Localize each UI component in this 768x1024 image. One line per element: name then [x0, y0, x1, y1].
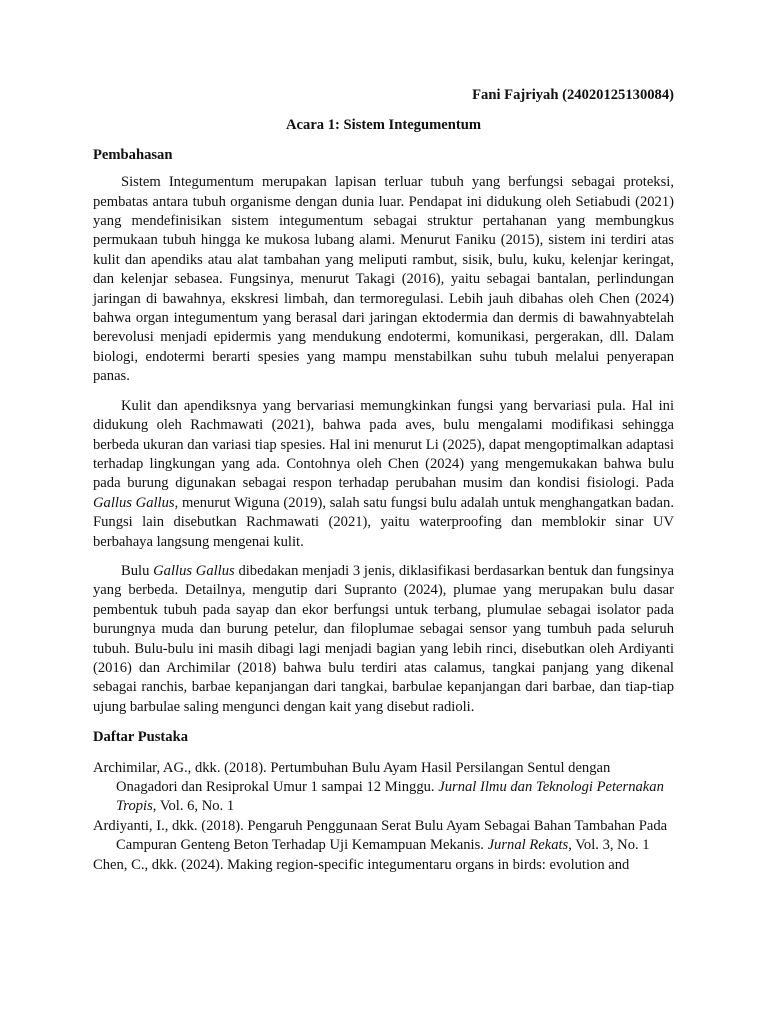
species-name: Gallus Gallus [93, 494, 175, 511]
paragraph-text: Bulu [121, 562, 154, 579]
reference-text: Ardiyanti, I., dkk. (2018). Pengaruh Penggunaan Serat Bulu Ayam Sebagai Bahan Tambahan Pada Campuran Genteng Beton Terhadap Uji Kemampuan Mekanis. [93, 817, 668, 854]
reference-text: Chen, C., dkk. (2024). Making region-specific integumentaru organs in birds: evolution and [93, 856, 630, 873]
reference-list [93, 759, 674, 875]
reference-details: , Vol. 6, No. 1 [152, 798, 235, 815]
reference-text: Archimilar, AG., dkk. (2018). Pertumbuhan Bulu Ayam Hasil Persilangan Sentul dengan Onagadori dan Resiprokal Umur 1 sampai 12 Minggu. [93, 759, 611, 795]
paragraph-text: , menurut Wiguna (2019), salah satu fungsi bulu adalah untuk menghangatkan badan. Fungsi lain disebutkan Rachmawati (2021), yaitu waterproofing dan memblokir sinar UV berbahaya langsung mengenai kulit. [93, 494, 674, 550]
document-page [93, 86, 674, 875]
paragraph-text: Kulit dan apendiksnya yang bervariasi memungkinkan fungsi yang bervariasi pula. Hal ini didukung oleh Rachmawati (2021), bahwa pada aves, bulu mengalami modifikasi sehingga berbeda ukuran dan variasi tiap spesies. Hal ini menurut Li (2025), dapat mengoptimalkan adaptasi terhadap lingkungan yang ada. Contohnya oleh Chen (2024) yang mengemukakan bahwa bulu pada burung digunakan sebagai respon terhadap perubahan musim dan kondisi fisiologi. Pada [93, 397, 674, 492]
document-title: Acara 1: Sistem Integumentum [286, 117, 481, 134]
journal-name: Jurnal Ilmu dan Teknologi Peternakan Tropis [116, 779, 664, 815]
journal-name: Jurnal Rekats [487, 837, 569, 854]
reference-details: , Vol. 3, No. 1 [568, 837, 650, 854]
reference-item [93, 856, 674, 875]
paragraph-text: dibedakan menjadi 3 jenis, diklasifikasi berdasarkan bentuk dan fungsinya yang berbeda. Detailnya, mengutip dari Supranto (2024), plumae yang merupakan bulu dasar pembentuk tubuh pada sayap dan ekor berfungsi untuk terbang, plumulae sebagai isolator pada burungnya muda dan burung petelur, dan filoplumae sebagai sensor yang tumbuh pada seluruh tubuh. Bulu-bulu ini masih dibagi lagi menjadi bagian yang lebih rinci, disebutkan oleh Ardiyanti (2016) dan Archimilar (2018) bahwa bulu terdiri atas calamus, tangkai panjang yang dikenal sebagai ranchis, barbae kepanjangan dari tangkai, barbulae kepanjangan dari barbae, dan tiap-tiap ujung barbulae saling mengunci dengan kait yang disebut radioli. [93, 562, 674, 715]
references-heading: Daftar Pustaka [93, 729, 188, 746]
reference-item [93, 817, 674, 856]
species-name: Gallus Gallus [153, 562, 235, 579]
section-heading: Pembahasan [93, 146, 173, 163]
body-paragraph [93, 397, 674, 552]
reference-item [93, 759, 674, 817]
body-paragraph [93, 562, 674, 717]
body-paragraph: Sistem Integumentum merupakan lapisan terluar tubuh yang berfungsi sebagai proteksi, pembatas antara tubuh organisme dengan dunia luar. Pendapat ini didukung oleh Setiabudi (2021) yang mendefinisikan sistem integumentum sebagai struktur pertahanan yang membungkus permukaan tubuh hingga ke mukosa lubang alami. Menurut Faniku (2015), sistem ini terdiri atas kulit dan apendiks atau alat tambahan yang meliputi rambut, sisik, bulu, kuku, kelenjar keringat, dan kelenjar sebasea. Fungsinya, menurut Takagi (2016), yaitu sebagai bantalan, perlindungan jaringan di bawahnya, ekskresi limbah, dan termoregulasi. Lebih jauh dibahas oleh Chen (2024) bahwa organ integumentum yang berasal dari jaringan ektodermia dan dermis di bawahnyabtelah berevolusi menjadi epidermis yang mendukung endotermi, komunikasi, pergerakan, dll. Dalam biologi, endotermi berarti spesies yang mampu menstabilkan suhu tubuh melalui penyerapan panas. [93, 174, 674, 385]
author-line: Fani Fajriyah (24020125130084) [472, 87, 674, 103]
